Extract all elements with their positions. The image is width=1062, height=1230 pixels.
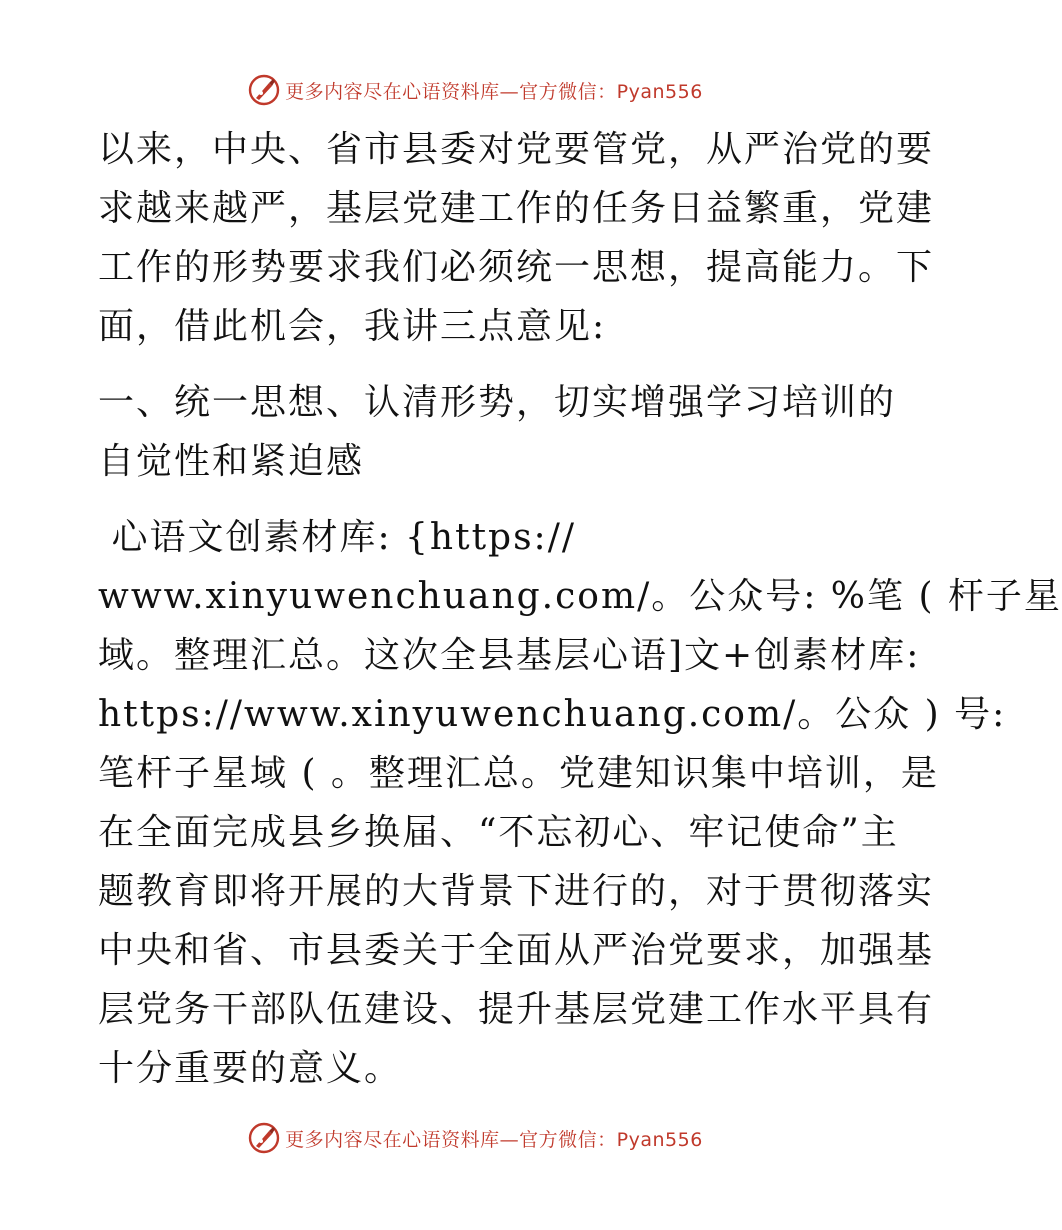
section-heading-line: 一、统一思想、认清形势，切实增强学习培训的 bbox=[98, 382, 897, 423]
banner-text: 更多内容尽在心语资料库—官方微信：Pyan556 bbox=[285, 1128, 703, 1151]
text-line: 域。整理汇总。这次全县基层心语]文+创素材库: bbox=[98, 635, 921, 676]
text-line: 十分重要的意义。 bbox=[98, 1048, 403, 1089]
section-heading-line: 自觉性和紧迫感 bbox=[98, 441, 365, 482]
text-line: 笔杆子星域 ( 。整理汇总。党建知识集中培训，是 bbox=[98, 753, 939, 794]
text-line: www.xinyuwenchuang.com/。公众号: %笔 ( 杆子星 bbox=[98, 576, 1062, 617]
banner-text: 更多内容尽在心语资料库—官方微信：Pyan556 bbox=[285, 80, 703, 103]
footer-banner bbox=[0, 1118, 950, 1158]
text-line bbox=[98, 508, 858, 567]
text-line: 题教育即将开展的大背景下进行的，对于贯彻落实 bbox=[98, 871, 935, 912]
wechat-id: Pyan556 bbox=[616, 80, 703, 103]
text-segment-mixed: 心语文创素材库: {https:// bbox=[98, 517, 576, 558]
wechat-id: Pyan556 bbox=[616, 1128, 703, 1151]
text-line: https://www.xinyuwenchuang.com/。公众 ) 号: bbox=[98, 694, 1007, 735]
document-body bbox=[98, 120, 1062, 1098]
text-line: 以来，中央、省市县委对党要管党，从严治党的要 bbox=[98, 129, 935, 170]
pen-logo-icon bbox=[247, 1121, 281, 1155]
text-line: 层党务干部队伍建设、提升基层党建工作水平具有 bbox=[98, 989, 935, 1030]
header-banner bbox=[0, 70, 950, 110]
text-line: 求越来越严，基层党建工作的任务日益繁重，党建 bbox=[98, 188, 935, 229]
text-line: 面，借此机会，我讲三点意见: bbox=[98, 306, 607, 347]
text-line: 在全面完成县乡换届、“不忘初心、牢记使命”主 bbox=[98, 812, 899, 853]
pen-logo-icon bbox=[247, 73, 281, 107]
text-line: 中央和省、市县委关于全面从严治党要求，加强基 bbox=[98, 930, 935, 971]
text-line: 工作的形势要求我们必须统一思想，提高能力。下 bbox=[98, 247, 935, 288]
